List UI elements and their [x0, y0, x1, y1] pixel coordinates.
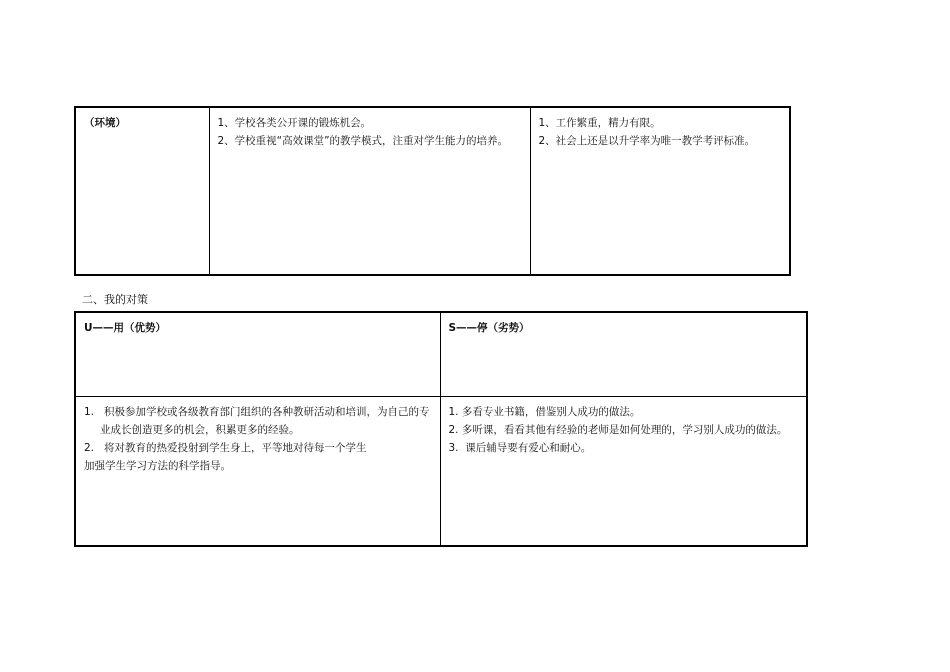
weakness-action-item: 2. 多听课，看看其他有经验的老师是如何处理的，学习别人成功的做法。: [448, 423, 788, 436]
strength-action-item: 2. 将对教育的热爱投射到学生身上，平等地对待每一个学生: [84, 441, 367, 454]
environment-label-cell: [75, 107, 209, 275]
weakness-header: S——停（劣势）: [448, 322, 530, 334]
strength-actions-cell: [75, 396, 440, 546]
strategy-table: [74, 311, 808, 547]
strength-action-item: 加强学生学习方法的科学指导。: [84, 459, 231, 472]
strength-header: U——用（优势）: [84, 322, 167, 334]
strength-action-item: 1. 积极参加学校或各级教育部门组织的各种教研活动和培训，为自己的专业成长创造更多的机会，积累更多的经验。: [84, 405, 430, 436]
opportunity-item: 2、学校重视“高效课堂”的教学模式，注重对学生能力的培养。: [217, 135, 509, 147]
threat-item: 1、工作繁重，精力有限。: [538, 117, 661, 129]
threats-cell: [530, 107, 790, 275]
weakness-actions-cell: [440, 396, 807, 546]
environment-table: [74, 106, 791, 276]
weakness-action-item: 1. 多看专业书籍，借鉴别人成功的做法。: [448, 405, 641, 418]
weakness-action-item: 3. 课后辅导要有爱心和耐心。: [448, 441, 592, 454]
opportunities-cell: [209, 107, 530, 275]
threat-item: 2、社会上还是以升学率为唯一教学考评标准。: [538, 135, 756, 147]
environment-label: （环境）: [84, 117, 126, 129]
section-heading: 二、我的对策: [82, 293, 148, 306]
strength-header-cell: [75, 312, 440, 396]
weakness-header-cell: [440, 312, 807, 396]
opportunity-item: 1、学校各类公开课的锻炼机会。: [217, 117, 372, 129]
